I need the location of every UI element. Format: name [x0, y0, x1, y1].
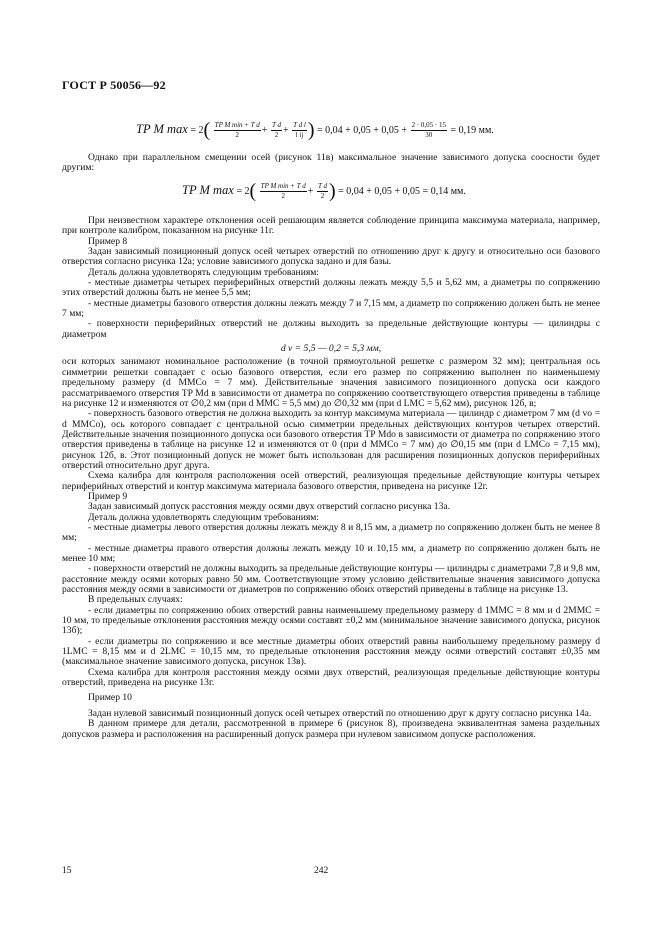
paragraph-parallel-shift: Однако при параллельном смещении осей (рисунок 11в) максимальное значение зависимого допуска соосности будет другим:: [62, 152, 600, 174]
formula-eq: = 2: [190, 124, 204, 136]
list-item: - поверхности периферийных отверстий не должны выходить за предельные действующие контуры — цилиндры с диаметром: [62, 318, 600, 340]
list-item: - поверхность базового отверстия не должна выходить за контур максимума материала — цилиндр с диаметром 7 мм (d vo = d MMCo), ось которого совпадает с центральной осью симметрии предельных действующих контуров четырех отверстий. Действительные значения позиционного допуска оси базового отверстия TP Mdo в зависимости от диаметра по сопряжению этого отверстия приведены в таблице на рисунке 12 и изменяются от 0 (при d MMCo = 7 мм) до ∅0,15 мм (при d LMCo = 7,15 мм), рисунок 12б, в. Этот позиционный допуск не может быть использован для расширения позиционных допусков периферийных отверстий относительно друг друга.: [62, 408, 600, 471]
list-item: - если диаметры по сопряжению обоих отверстий равны наименьшему предельному размеру d 1MMC = 8 мм и d 2MMC = 10 мм, то предельные отклонения расстояния между осями составят ±0,2 мм (минимальное значение зависимого допуска, рисунок 13б);: [62, 604, 600, 637]
paragraph: оси которых занимают номинальное расположение (в точной прямоугольной решетке с размером 32 мм); центральная ось симметрии решетки совпадает с осью базового отверстия, если его размер по сопряжению выполнен по наименьшему предельному размеру (d MMCo = 7 мм). Действительные значения зависимого позиционного допуска оси каждого рассматриваемого отверстия TP Md в зависимости от диаметра по сопряжению соответствующего отверстия приведены в таблице на рисунке 12 и изменяются от ∅0,2 мм (при d MMC = 5,5 мм) до ∅0,32 мм (при d LMC = 5,62 мм), рисунок 12б, в;: [62, 356, 600, 409]
paragraph: Деталь должна удовлетворять следующим требованиям:: [88, 266, 319, 278]
fraction: $\frac{2 \cdot 0,05 \cdot 15}{30}$: [411, 121, 446, 139]
page-number-left: 15: [62, 866, 72, 876]
list-item: - если диаметры по сопряжению и все местные диаметры обоих отверстий равны наибольшему предельному размеру d 1LMC = 8,15 мм и d 2LMC = 10,15 мм, то предельные отклонения расстояния между осями отверстий составят ±0,35 мм (максимальное значение зависимого допуска, рисунок 13в).: [62, 635, 600, 668]
paragraph: Схема калибра для контроля расстояния между осями двух отверстий, реализующая предельные действующие контуры отверстий, приведена на рисунке 13г.: [62, 666, 600, 689]
list-item: - поверхности отверстий не должны выходить за предельные действующие контуры — цилиндры с диаметрами 7,8 и 9,8 мм, расстояние между осями которых равно 50 мм. Соответствующие этому условию действительные значения зависимого допуска расстояния между осями в зависимости от диаметров по сопряжению обоих отверстий приведены в таблице на рисунке 13.: [62, 563, 600, 596]
paragraph: Задан зависимый позиционный допуск осей четырех отверстий по отношению друг к другу и относительно оси базового отверстия согласно рисунка 12а; условие зависимого допуска задано и для базы.: [62, 246, 600, 268]
paragraph: В предельных случаях:: [88, 594, 183, 606]
main-text: [62, 216, 600, 740]
formula-lhs: TP M max: [136, 121, 188, 136]
formula-max-coaxiality-2: TP M max = 2( $\frac{\text{TP M min + T d}}{2}$ + $\frac{\text{T d}}{2}$ ) = 0,04 + 0,05 + 0,05 = 0,14 мм.: [182, 180, 466, 202]
list-item: - местные диаметры базового отверстия должны лежать между 7 и 7,15 мм, а диаметр по сопряжению должен быть не менее 7 мм;: [62, 297, 600, 320]
example-heading: Пример 10: [88, 692, 132, 704]
page-number-center: 242: [314, 866, 329, 876]
formula-rhs: = 0,04 + 0,05 + 0,05 = 0,14 мм.: [338, 185, 466, 197]
list-item: - местные диаметры левого отверстия должны лежать между 8 и 8,15 мм, а диаметр по сопряжению должен быть не менее 8 мм;: [62, 521, 600, 544]
fraction: $\frac{\text{T d l}}{\text{l ij}}$: [293, 121, 306, 139]
list-item: - местные диаметры четырех периферийных отверстий должны лежать между 5,5 и 5,62 мм, а диаметры по сопряжению этих отверстий должны быть не менее 5,5 мм;: [62, 277, 600, 299]
fraction: $\frac{\text{TP M min + T d}}{2}$: [260, 182, 306, 200]
paragraph: Деталь должна удовлетворять следующим требованиям:: [88, 511, 319, 523]
formula-lhs: TP M max: [182, 182, 234, 197]
example-heading: Пример 8: [88, 235, 128, 247]
fraction: $\frac{\text{TP M min + T d}}{2}$: [214, 121, 260, 139]
fraction: $\frac{\text{T d}}{2}$: [271, 121, 281, 139]
fraction: $\frac{\text{T d}}{2}$: [317, 182, 327, 200]
example-heading: Пример 9: [88, 490, 128, 502]
list-item: - местные диаметры правого отверстия должны лежать между 10 и 10,15 мм, а диаметр по сопряжению должен быть не менее 10 мм;: [62, 542, 600, 564]
paragraph: В данном примере для детали, рассмотренной в примере 6 (рисунок 8), произведена эквивалентная замена раздельных допусков размера и расположения на расширенный допуск размера при нулевом зависимом допуске расположения.: [62, 718, 600, 740]
paragraph: Задан нулевой зависимый позиционный допуск осей четырех отверстий по отношению друг к другу согласно рисунка 14а.: [88, 707, 592, 719]
formula-dv: d v = 5,5 — 0,2 = 5,3 мм,: [280, 343, 382, 355]
formula-eq: = 2: [236, 185, 250, 197]
page-header: ГОСТ Р 50056—92: [62, 78, 166, 92]
formula-rhs: = 0,04 + 0,05 + 0,05 +: [317, 124, 408, 136]
paragraph: Схема калибра для контроля расположения осей отверстий, реализующая предельные действующие контуры четырех периферийных отверстий и контур максимума материала базового отверстия, приведена на рисунке 12г.: [62, 470, 600, 492]
paragraph: Задан зависимый допуск расстояния между осями двух отверстий согласно рисунка 13а.: [88, 501, 451, 513]
formula-max-coaxiality-1: TP M max = 2( $\frac{\text{TP M min + T d}}{2}$ + $\frac{\text{T d}}{2}$ + $\frac{\text{T d l}}{\text{l ij}}$ ) = 0,04 + 0,05 + 0,05 + $\frac{2 \cdot 0,05 \cdot 15}{30}$ = 0,19 мм.: [136, 119, 494, 141]
formula-result: = 0,19 мм.: [450, 124, 494, 136]
paragraph: При неизвестном характере отклонения осей решающим является соблюдение принципа максимума материала, например, при контроле калибром, показанном на рисунке 11г.: [62, 215, 600, 237]
